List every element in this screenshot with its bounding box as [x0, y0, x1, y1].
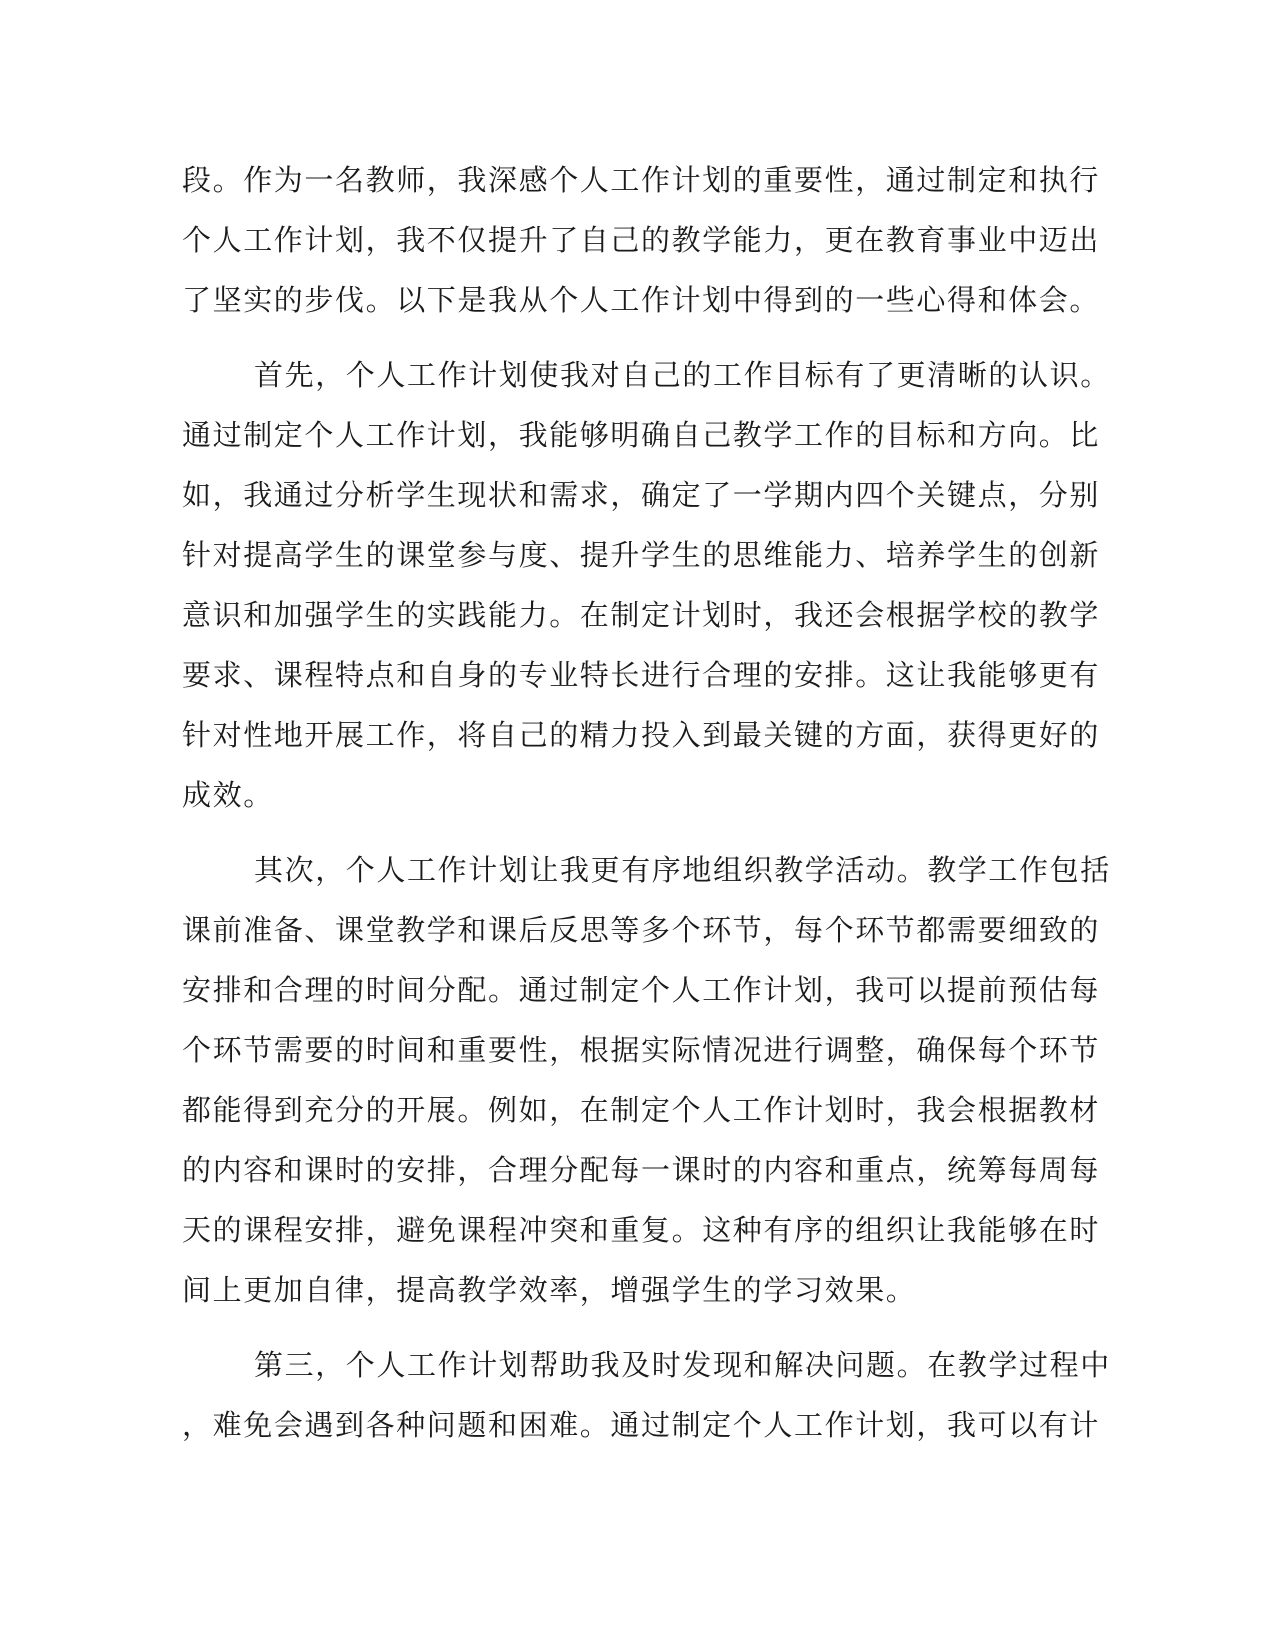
paragraph-line: 了坚实的步伐。以下是我从个人工作计划中得到的一些心得和体会。 [182, 283, 1101, 317]
paragraph-line: 成效。 [182, 778, 274, 812]
paragraph-line: 个环节需要的时间和重要性，根据实际情况进行调整，确保每个环节 [182, 1033, 1101, 1067]
paragraph-2 [182, 345, 1111, 825]
paragraph-gap [182, 825, 1042, 840]
paragraph-1 [182, 150, 1101, 330]
paragraph-line: 都能得到充分的开展。例如，在制定个人工作计划时，我会根据教材 [182, 1093, 1101, 1127]
document-body [182, 150, 1111, 1455]
paragraph-line: 课前准备、课堂教学和课后反思等多个环节，每个环节都需要细致的 [182, 913, 1101, 947]
paragraph-line: 安排和合理的时间分配。通过制定个人工作计划，我可以提前预估每 [182, 973, 1101, 1007]
paragraph-line: 天的课程安排，避免课程冲突和重复。这种有序的组织让我能够在时 [182, 1213, 1101, 1247]
paragraph-4 [182, 1335, 1111, 1455]
paragraph-line: ，难免会遇到各种问题和困难。通过制定个人工作计划，我可以有计 [182, 1408, 1101, 1442]
paragraph-line: 间上更加自律，提高教学效率，增强学生的学习效果。 [182, 1273, 917, 1307]
paragraph-line: 针对性地开展工作，将自己的精力投入到最关键的方面，获得更好的 [182, 718, 1101, 752]
paragraph-gap [182, 330, 1042, 345]
paragraph-line: 要求、课程特点和自身的专业特长进行合理的安排。这让我能够更有 [182, 658, 1101, 692]
paragraph-line: 的内容和课时的安排，合理分配每一课时的内容和重点，统筹每周每 [182, 1153, 1101, 1187]
paragraph-gap [182, 1320, 1042, 1335]
paragraph-line: 如，我通过分析学生现状和需求，确定了一学期内四个关键点，分别 [182, 478, 1101, 512]
paragraph-line: 段。作为一名教师，我深感个人工作计划的重要性，通过制定和执行 [182, 163, 1101, 197]
paragraph-line: 首先，个人工作计划使我对自己的工作目标有了更清晰的认识。 [254, 358, 1111, 392]
paragraph-line: 第三，个人工作计划帮助我及时发现和解决问题。在教学过程中 [254, 1348, 1111, 1382]
paragraph-3 [182, 840, 1111, 1320]
paragraph-line: 通过制定个人工作计划，我能够明确自己教学工作的目标和方向。比 [182, 418, 1101, 452]
paragraph-line: 个人工作计划，我不仅提升了自己的教学能力，更在教育事业中迈出 [182, 223, 1101, 257]
paragraph-line: 意识和加强学生的实践能力。在制定计划时，我还会根据学校的教学 [182, 598, 1101, 632]
paragraph-line: 其次，个人工作计划让我更有序地组织教学活动。教学工作包括 [254, 853, 1111, 887]
paragraph-line: 针对提高学生的课堂参与度、提升学生的思维能力、培养学生的创新 [182, 538, 1101, 572]
